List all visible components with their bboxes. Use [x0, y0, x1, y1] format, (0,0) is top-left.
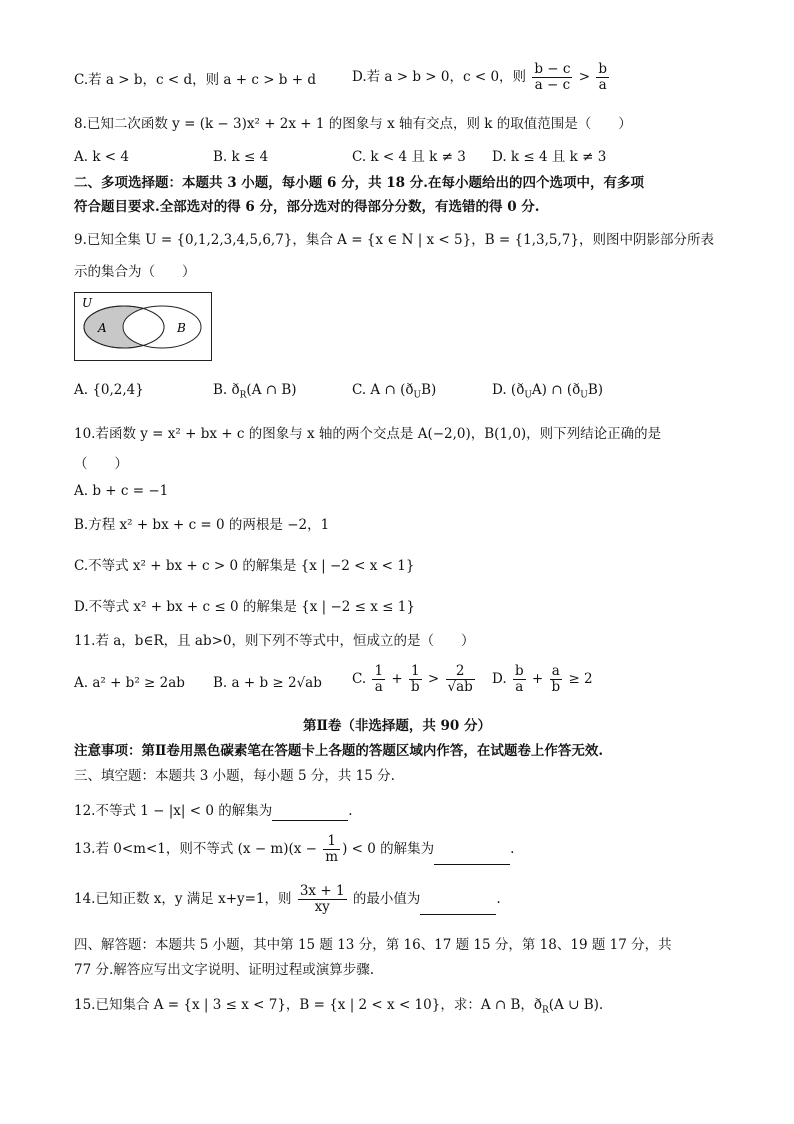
- q7-fraction-2-numerator: b: [598, 61, 608, 77]
- q11-d-frac1-den: a: [515, 679, 524, 695]
- venn-label-u: U: [82, 296, 93, 310]
- q7-option-d-text: D.若 a > b > 0，c < 0，则: [352, 69, 527, 85]
- q10-option-a: A. b + c = −1: [74, 483, 169, 499]
- q15-tail: (A ∪ B).: [548, 997, 604, 1013]
- q12-end: .: [348, 803, 353, 819]
- q9-option-b-tail: (A ∩ B): [246, 382, 297, 398]
- q7-fraction-1-numerator: b − c: [534, 61, 571, 77]
- q9-option-c: [352, 380, 436, 406]
- q12-answer-blank: [272, 806, 348, 821]
- q11-option-c-label: C.: [352, 671, 367, 687]
- q9-option-c-sub: U: [413, 390, 422, 401]
- q11-option-c: [352, 664, 477, 695]
- q13-frac: [323, 834, 340, 865]
- q7-fraction-1: [532, 62, 572, 93]
- q15: [74, 995, 603, 1021]
- q8-option-d: D. k ≤ 4 且 k ≠ 3: [492, 149, 607, 165]
- q10-option-b: B.方程 x² + bx + c = 0 的两根是 −2，1: [74, 517, 330, 533]
- section2-heading-line2: 符合题目要求.全部选对的得 6 分，部分选对的得部分分数，有选错的得 0 分.: [74, 199, 540, 215]
- q10-stem-line1: 10.若函数 y = x² + bx + c 的图象与 x 轴的两个交点是 A(−2,0)，B(1,0)，则下列结论正确的是: [74, 426, 662, 442]
- section4-heading-line2: 77 分.解答应写出文字说明、证明过程或演算步骤.: [74, 962, 375, 978]
- q11-option-a: A. a² + b² ≥ 2ab: [74, 675, 185, 691]
- q14-end: .: [496, 891, 501, 907]
- q11-c-plus: +: [391, 671, 403, 687]
- q10-option-d: D.不等式 x² + bx + c ≤ 0 的解集是 {x | −2 ≤ x ≤ 1}: [74, 599, 415, 615]
- q7-option-d: [352, 62, 611, 93]
- q9-option-c-label: C. A ∩ (ð: [352, 382, 414, 398]
- q9-stem-line2: 示的集合为（ ）: [74, 264, 196, 280]
- q12: [74, 801, 353, 821]
- section2-heading-line1: 二、多项选择题：本题共 3 小题，每小题 6 分，共 18 分.在每小题给出的四个选项中，有多项: [74, 175, 644, 191]
- q11-c-frac1-den: a: [374, 679, 383, 695]
- q7-fraction-1-denominator: a − c: [534, 77, 571, 93]
- q14: [74, 884, 501, 915]
- q7-option-c: C.若 a > b，c < d，则 a + c > b + d: [74, 72, 316, 88]
- q11-d-frac2: [550, 664, 563, 695]
- venn-label-a: A: [98, 321, 107, 335]
- part2-notice: 注意事项：第Ⅱ卷用黑色碳素笔在答题卡上各题的答题区域内作答，在试题卷上作答无效.: [74, 743, 604, 759]
- q11-c-frac1-num: 1: [374, 663, 384, 679]
- q11-d-plus: +: [531, 671, 544, 687]
- q9-option-b-label: B. ð: [213, 382, 240, 398]
- q13-text: 13.若 0<m<1，则不等式 (x − m): [74, 841, 289, 857]
- q15-sub: R: [542, 1005, 549, 1016]
- q9-stem-line1: 9.已知全集 U = {0,1,2,3,4,5,6,7}，集合 A = {x ∈ N | x < 5}，B = {1,3,5,7}，则图中阴影部分所表: [74, 232, 714, 248]
- q13: [74, 834, 514, 865]
- q11-stem: 11.若 a，b∈R，且 ab>0，则下列不等式中，恒成立的是（ ）: [74, 633, 475, 649]
- section3-heading: 三、填空题：本题共 3 小题，每小题 5 分，共 15 分.: [74, 768, 395, 784]
- section4-heading-line1: 四、解答题：本题共 5 小题，其中第 15 题 13 分，第 16、17 题 15 分，第 18、19 题 17 分，共: [74, 937, 672, 953]
- q13-frac-num: 1: [323, 834, 340, 850]
- q11-c-frac3-num: 2: [446, 664, 475, 680]
- q11-c-frac3-den: √ab: [447, 679, 473, 695]
- venn-label-b: B: [177, 321, 186, 335]
- q9-option-b-sub: R: [239, 390, 247, 401]
- q11-d-tail: ≥ 2: [568, 671, 593, 687]
- q11-c-frac3: [446, 664, 475, 695]
- q11-d-frac1-num: b: [514, 663, 524, 679]
- part2-title: 第Ⅱ卷（非选择题，共 90 分）: [302, 718, 492, 734]
- q13-answer-blank: [434, 850, 510, 865]
- q9-option-d-sub: U: [524, 390, 532, 401]
- q14-frac-den: xy: [314, 899, 330, 915]
- q8-option-c: C. k < 4 且 k ≠ 3: [352, 149, 466, 165]
- q15-text: 15.已知集合 A = {x | 3 ≤ x < 7}，B = {x | 2 < x < 10}，求：A ∩ B，ð: [74, 997, 543, 1013]
- q9-option-c-tail: B): [421, 382, 437, 398]
- q13-paren-open: (x −: [288, 841, 317, 857]
- q9-option-d-sub2: U: [580, 390, 588, 401]
- q9-option-d-label: D. (ð: [492, 382, 525, 398]
- q11-option-d-label: D.: [492, 671, 507, 687]
- q9-option-d: [492, 380, 603, 406]
- q8-option-b: B. k ≤ 4: [213, 149, 269, 165]
- q8-option-a: A. k < 4: [74, 149, 129, 165]
- q9-option-d-tail: B): [587, 382, 604, 398]
- q10-stem-line2: （ ）: [74, 456, 128, 472]
- q9-option-a: A. {0,2,4}: [74, 382, 144, 398]
- q11-d-frac2-den: b: [551, 679, 561, 695]
- q11-option-b: B. a + b ≥ 2√ab: [213, 675, 322, 691]
- q13-frac-den: m: [325, 849, 339, 865]
- q14-frac-num: 3x + 1: [299, 883, 345, 899]
- q14-post: 的最小值为: [352, 891, 421, 907]
- q11-d-frac1: [513, 664, 526, 695]
- q8-stem: 8.已知二次函数 y = (k − 3)x² + 2x + 1 的图象与 x 轴有交点，则 k 的取值范围是（ ）: [74, 116, 632, 132]
- q10-option-c: C.不等式 x² + bx + c > 0 的解集是 {x | −2 < x < 1}: [74, 558, 415, 574]
- q9-option-b: [213, 380, 297, 406]
- q14-frac: [298, 884, 347, 915]
- q11-c-gt: >: [427, 671, 440, 687]
- q11-d-frac2-num: a: [550, 664, 563, 680]
- q12-text: 12.不等式 1 − |x| < 0 的解集为: [74, 803, 273, 819]
- q14-text: 14.已知正数 x，y 满足 x+y=1，则: [74, 891, 292, 907]
- q13-end: .: [510, 841, 515, 857]
- q11-option-d: [492, 664, 593, 695]
- q7-gt: >: [578, 69, 591, 85]
- q11-c-frac2-den: b: [410, 679, 420, 695]
- q9-option-d-mid: A) ∩ (ð: [531, 382, 581, 398]
- q11-c-frac2: [409, 664, 422, 695]
- q13-paren-close: ) < 0 的解集为: [342, 841, 435, 857]
- q11-c-frac1: [372, 664, 385, 695]
- venn-diagram: [74, 292, 212, 362]
- q7-fraction-2-denominator: a: [598, 77, 607, 93]
- q14-answer-blank: [420, 900, 496, 915]
- q11-c-frac2-num: 1: [409, 664, 422, 680]
- q7-fraction-2: [596, 62, 609, 93]
